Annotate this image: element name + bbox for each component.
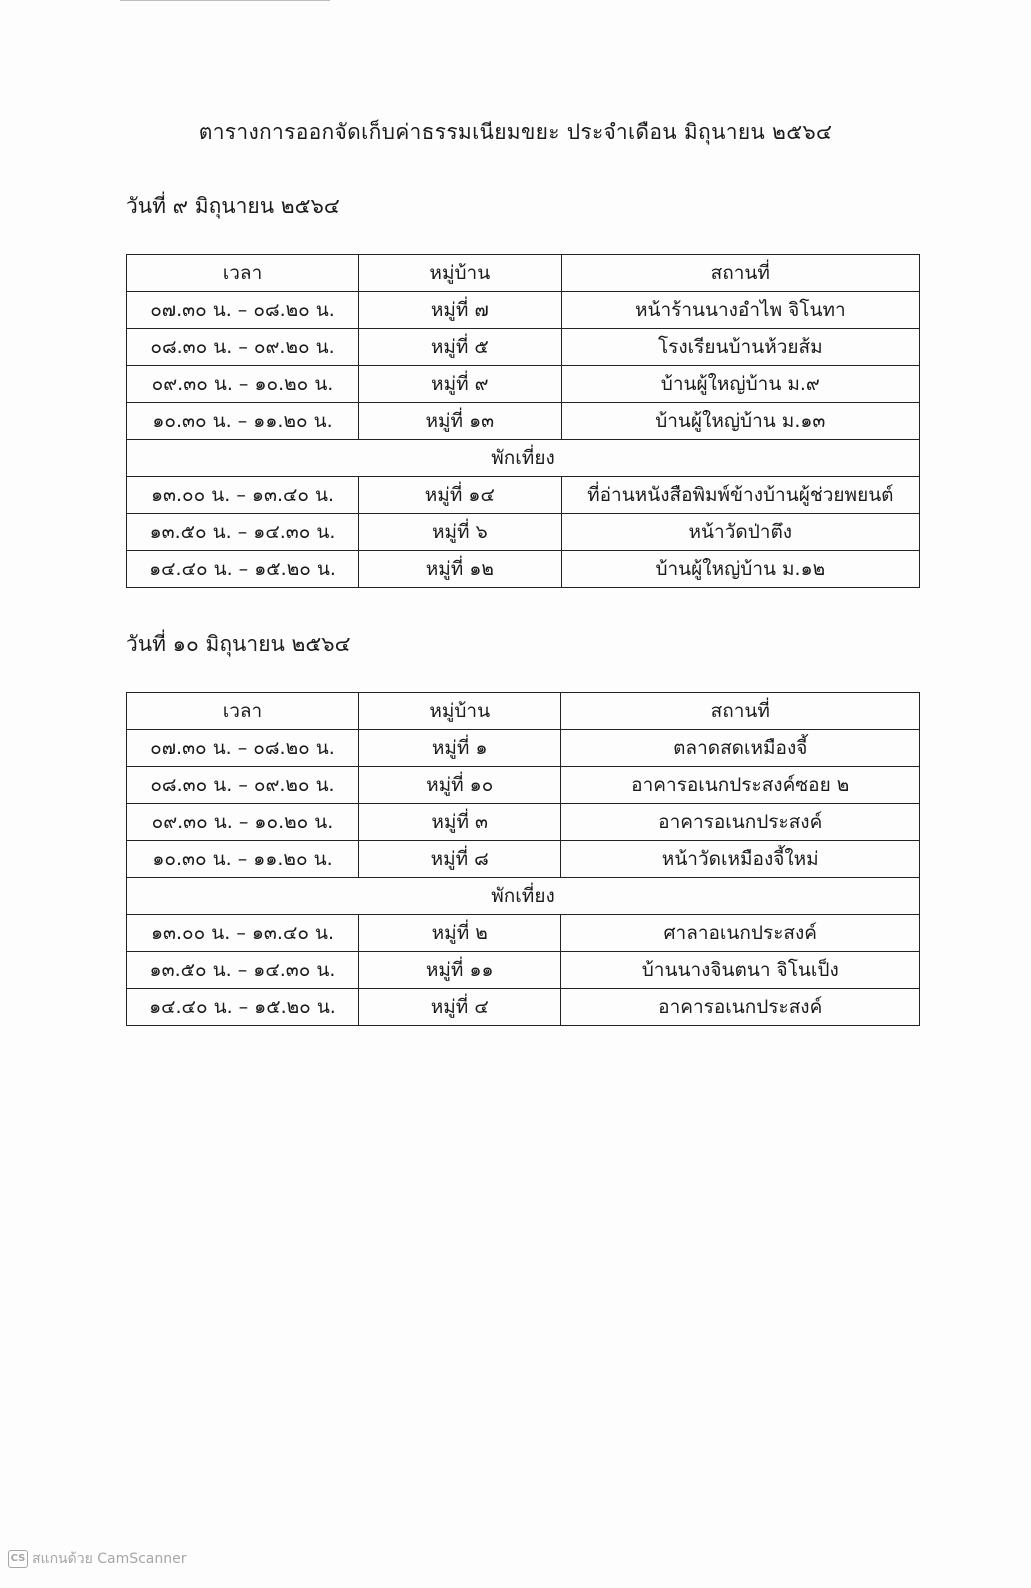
table-row [127, 767, 920, 804]
table-row [127, 366, 920, 403]
time-cell: ๑๔.๔๐ น. – ๑๕.๒๐ น. [127, 551, 359, 588]
time-cell: ๑๔.๔๐ น. – ๑๕.๒๐ น. [127, 989, 359, 1026]
location-cell: บ้านผู้ใหญ่บ้าน ม.๑๓ [561, 403, 919, 440]
lunch-break-label: พักเที่ยง [127, 878, 920, 915]
time-cell: ๐๗.๓๐ น. – ๐๘.๒๐ น. [127, 292, 359, 329]
day-heading: วันที่ ๑๐ มิถุนายน ๒๕๖๔ [126, 632, 351, 656]
village-cell: หมู่ที่ ๓ [358, 804, 561, 841]
time-cell: ๑๓.๐๐ น. – ๑๓.๔๐ น. [127, 915, 359, 952]
schedule-table [126, 254, 920, 588]
table-header-row [127, 693, 920, 730]
lunch-break-row [127, 878, 920, 915]
header-time: เวลา [127, 255, 359, 292]
table-row [127, 329, 920, 366]
location-cell: หน้าวัดเหมืองจี้ใหม่ [561, 841, 920, 878]
time-cell: ๐๙.๓๐ น. – ๑๐.๒๐ น. [127, 366, 359, 403]
lunch-break-label: พักเที่ยง [127, 440, 920, 477]
header-village: หมู่บ้าน [358, 693, 561, 730]
village-cell: หมู่ที่ ๑ [358, 730, 561, 767]
table-row [127, 989, 920, 1026]
day-heading: วันที่ ๙ มิถุนายน ๒๕๖๔ [126, 194, 340, 218]
table-row [127, 403, 920, 440]
camscanner-logo-icon: CS [8, 1550, 28, 1568]
location-cell: หน้าร้านนางอำไพ จิโนทา [561, 292, 919, 329]
location-cell: อาคารอเนกประสงค์ซอย ๒ [561, 767, 920, 804]
header-location: สถานที่ [561, 693, 920, 730]
village-cell: หมู่ที่ ๘ [358, 841, 561, 878]
location-cell: ตลาดสดเหมืองจี้ [561, 730, 920, 767]
location-cell: อาคารอเนกประสงค์ [561, 989, 920, 1026]
lunch-break-row [127, 440, 920, 477]
location-cell: ศาลาอเนกประสงค์ [561, 915, 920, 952]
table-row [127, 292, 920, 329]
document-title: ตารางการออกจัดเก็บค่าธรรมเนียมขยะ ประจำเดือน มิถุนายน ๒๕๖๔ [198, 120, 833, 144]
schedule-table [126, 692, 920, 1026]
village-cell: หมู่ที่ ๔ [358, 989, 561, 1026]
village-cell: หมู่ที่ ๖ [359, 514, 562, 551]
village-cell: หมู่ที่ ๑๑ [358, 952, 561, 989]
watermark-text: สแกนด้วย CamScanner [32, 1551, 187, 1567]
table-row [127, 952, 920, 989]
location-cell: หน้าวัดป่าตึง [561, 514, 919, 551]
time-cell: ๑๐.๓๐ น. – ๑๑.๒๐ น. [127, 403, 359, 440]
top-edge-mark [120, 0, 330, 4]
table-row [127, 477, 920, 514]
village-cell: หมู่ที่ ๙ [359, 366, 562, 403]
time-cell: ๑๓.๕๐ น. – ๑๔.๓๐ น. [127, 952, 359, 989]
time-cell: ๑๓.๕๐ น. – ๑๔.๓๐ น. [127, 514, 359, 551]
village-cell: หมู่ที่ ๑๓ [359, 403, 562, 440]
time-cell: ๐๘.๓๐ น. – ๐๙.๒๐ น. [127, 329, 359, 366]
time-cell: ๐๗.๓๐ น. – ๐๘.๒๐ น. [127, 730, 359, 767]
table-row [127, 841, 920, 878]
village-cell: หมู่ที่ ๑๒ [359, 551, 562, 588]
village-cell: หมู่ที่ ๗ [359, 292, 562, 329]
scanner-watermark [8, 1548, 187, 1570]
header-location: สถานที่ [561, 255, 919, 292]
time-cell: ๑๐.๓๐ น. – ๑๑.๒๐ น. [127, 841, 359, 878]
table-header-row [127, 255, 920, 292]
time-cell: ๐๘.๓๐ น. – ๐๙.๒๐ น. [127, 767, 359, 804]
village-cell: หมู่ที่ ๒ [358, 915, 561, 952]
location-cell: บ้านผู้ใหญ่บ้าน ม.๑๒ [561, 551, 919, 588]
table-row [127, 915, 920, 952]
village-cell: หมู่ที่ ๑๐ [358, 767, 561, 804]
time-cell: ๑๓.๐๐ น. – ๑๓.๔๐ น. [127, 477, 359, 514]
header-village: หมู่บ้าน [359, 255, 562, 292]
table-row [127, 804, 920, 841]
location-cell: อาคารอเนกประสงค์ [561, 804, 920, 841]
table-row [127, 514, 920, 551]
location-cell: บ้านนางจินตนา จิโนเป็ง [561, 952, 920, 989]
location-cell: บ้านผู้ใหญ่บ้าน ม.๙ [561, 366, 919, 403]
village-cell: หมู่ที่ ๕ [359, 329, 562, 366]
location-cell: โรงเรียนบ้านห้วยส้ม [561, 329, 919, 366]
time-cell: ๐๙.๓๐ น. – ๑๐.๒๐ น. [127, 804, 359, 841]
header-time: เวลา [127, 693, 359, 730]
table-row [127, 730, 920, 767]
village-cell: หมู่ที่ ๑๔ [359, 477, 562, 514]
location-cell: ที่อ่านหนังสือพิมพ์ข้างบ้านผู้ช่วยพยนต์ [561, 477, 919, 514]
table-row [127, 551, 920, 588]
